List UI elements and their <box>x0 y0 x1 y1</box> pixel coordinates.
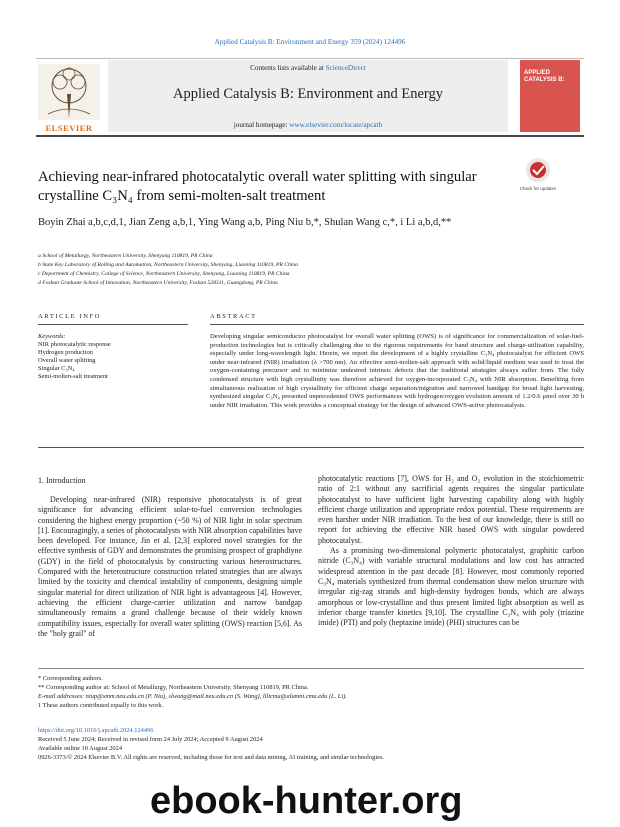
body-column-left <box>38 495 302 639</box>
affiliation-c: c Department of Chemistry, College of Science, Northeastern University, Shenyang, Liaoning 110819, PR China <box>38 271 290 277</box>
article-title: Achieving near-infrared photocatalytic overall water splitting with singular crystalline C₃N₄ from semi-molten-salt treatment <box>38 169 477 204</box>
keyword-item: Singular C₃N₄ <box>38 365 75 372</box>
section-heading-introduction: 1. Introduction <box>38 476 86 485</box>
footnote: ** Corresponding author at: School of Metallurgy, Northeastern University, Shenyang 110819, PR China. <box>38 684 309 691</box>
affiliation-b: b State Key Laboratory of Rolling and Automation, Northeastern University, Shenyang, Liaoning 110819, PR China <box>38 262 298 268</box>
homepage-link[interactable]: www.elsevier.com/locate/apcatb <box>289 121 383 129</box>
abstract-text: Developing singular semiconductor photocatalyst for overall water splitting (OWS) is of significance for commercialization of solar-fuel-production technologies but is critically challenging due to the rigorous requirements for band structure and charge-utilization capability, especially under long-wavelength light. Herein, we report the development of a highly crystalline C₃N₄ photocatalyst for efficient OWS under near-infrared (NIR) irradiation (λ >700 nm). An effective semi-molten-salt approach with solid/liquid medium was used to treat the oxygen-containing precursor and to minimize undesired intrinsic defects that the traditional strategies always suffer from. The fully condensed structure with high crystallinity was therefore achieved for oxygen-incorporated C₃N₄ with NIR absorption. Benefiting from simultaneous realization of high crystallinity for efficient charge separation/migration and narrowed bandgap for broad light harvesting, synthesized singular C₃N₄ presented unprecedented OWS performances with hydrogen/oxygen evolution amount of 1.2/0.6 μmol over 30 h under NIR irradiation. This work provides a conceptual strategy for the design of advanced OWS-active photocatalysts. <box>210 333 584 409</box>
footnote-rule <box>38 668 584 669</box>
top-citation[interactable]: Applied Catalysis B: Environment and Energy 359 (2024) 124496 <box>214 38 406 46</box>
author-list: Boyin Zhai a,b,c,d,1, Jian Zeng a,b,1, Ying Wang a,b, Ping Niu b,*, Shulan Wang c,*, i Li a,b,d,** <box>38 217 452 228</box>
article-info-heading: ARTICLE INFO <box>38 313 102 320</box>
journal-cover-title: APPLIED CATALYSIS B: <box>524 70 565 83</box>
body-column-right <box>318 474 584 628</box>
check-for-updates-icon[interactable] <box>520 156 556 184</box>
footnote: 1 These authors contributed equally to this work. <box>38 702 164 709</box>
check-for-updates-label[interactable]: Check for updates <box>519 186 557 191</box>
contents-prefix: Contents lists available at <box>250 64 326 72</box>
paragraph: As a promising two-dimensional polymeric photocatalyst, graphitic carbon nitride (C₃N₄) with variable structural modulations and low cost has attracted widespread attention in the past decade [8]. However, most commonly reported C₃N₄ materials synthesized from thermal condensation show melon structure with irregular zig-zag strands and high-density hydrogen bonds, which are always amorphous or low-crystalline and thus present limited light absorption as well as inferior charge transfer kinetics [9,10]. The crystalline C₃N₄ with poly (triazine imide) (PTI) and poly (heptazine imide) (PHI) structures can be <box>318 546 584 628</box>
abstract-bottom-rule <box>38 447 584 448</box>
homepage-line <box>108 121 508 129</box>
paragraph: Developing near-infrared (NIR) responsive photocatalysts is of great significance for advancing efficient solar-to-fuel conversion technologies considering the highest energy proportion (~50 %) of NIR light in solar spectrum [1]. Encouragingly, a series of photocatalysts with NIR absorption capabilities have been developed. For instance, Jin et al. [2,3] explored novel strategies for the effective synthesis of GDY and demonstrates the promising prospect of graphdiyne (GDY) in the field of photocatalysis by constructing various heterostructures. Compared with the heterostructure construction related strategies that are always limited by the toxicity and chemical instability of components, designing simple singular material for direct utilization of NIR light is advantageous [4]. However, achieving the efficient charge-carrier utilization and narrow bandgap simultaneously remains a grand challenge because of their widely known compatibility issues, especially for overall water splitting (OWS) reaction [5,6]. As the "holy grail" of <box>38 495 302 638</box>
keyword-item: NIR photocatalytic response <box>38 341 111 348</box>
elsevier-tree-logo <box>38 64 100 130</box>
paragraph: photocatalytic reactions [7], OWS for H₂ and O₂ evolution in the stoichiometric ratio of 2:1 without any sacrificial agents requires the singular particulate photocatalyst to have sufficient light harvesting capability along with highly efficient charge utilization and appropriate redox potential. These requirements are even harsher under NIR irradiation. To the best of our knowledge, there is still no report for achieving the effective NIR based OWS with singular powdered photocatalyst. <box>318 474 584 545</box>
received-dates: Received 5 June 2024; Received in revised form 24 July 2024; Accepted 9 August 2024 <box>38 736 263 743</box>
available-online: Available online 10 August 2024 <box>38 745 123 752</box>
copyright-line: 0926-3373/© 2024 Elsevier B.V. All rights are reserved, including those for text and data mining, AI training, and similar technologies. <box>38 754 385 761</box>
contents-line <box>108 64 508 72</box>
abstract-heading: ABSTRACT <box>210 313 257 320</box>
article-info-rule <box>38 324 188 325</box>
abstract-rule <box>210 324 584 325</box>
footnote: * Corresponding authors. <box>38 675 103 682</box>
keyword-item: Hydrogen production <box>38 349 93 356</box>
keywords-label: Keywords: <box>38 333 66 340</box>
homepage-prefix: journal homepage: <box>233 121 290 129</box>
keyword-item: Overall water splitting <box>38 357 96 364</box>
footnote-emails: E-mail addresses: niup@smm.neu.edu.cn (P. Niu), slwang@mail.neu.edu.cn (S. Wang), lilicmu@alumni.cmu.edu (L. Li). <box>38 693 347 700</box>
affiliation-d: d Foshan Graduate School of Innovation, Northeastern University, Foshan 528311, Guangdong, PR China <box>38 280 278 286</box>
journal-name: Applied Catalysis B: Environment and Energy <box>173 86 443 102</box>
keyword-item: Semi-molten-salt treatment <box>38 373 108 380</box>
doi-link[interactable]: https://doi.org/10.1016/j.apcatb.2024.124496 <box>38 727 154 734</box>
sciencedirect-link[interactable]: ScienceDirect <box>325 64 366 72</box>
publisher-logo-text: ELSEVIER <box>45 123 93 133</box>
affiliation-a: a School of Metallurgy, Northeastern University, Shenyang 110819, PR China <box>38 253 213 259</box>
watermark-text: ebook-hunter.org <box>150 780 463 822</box>
